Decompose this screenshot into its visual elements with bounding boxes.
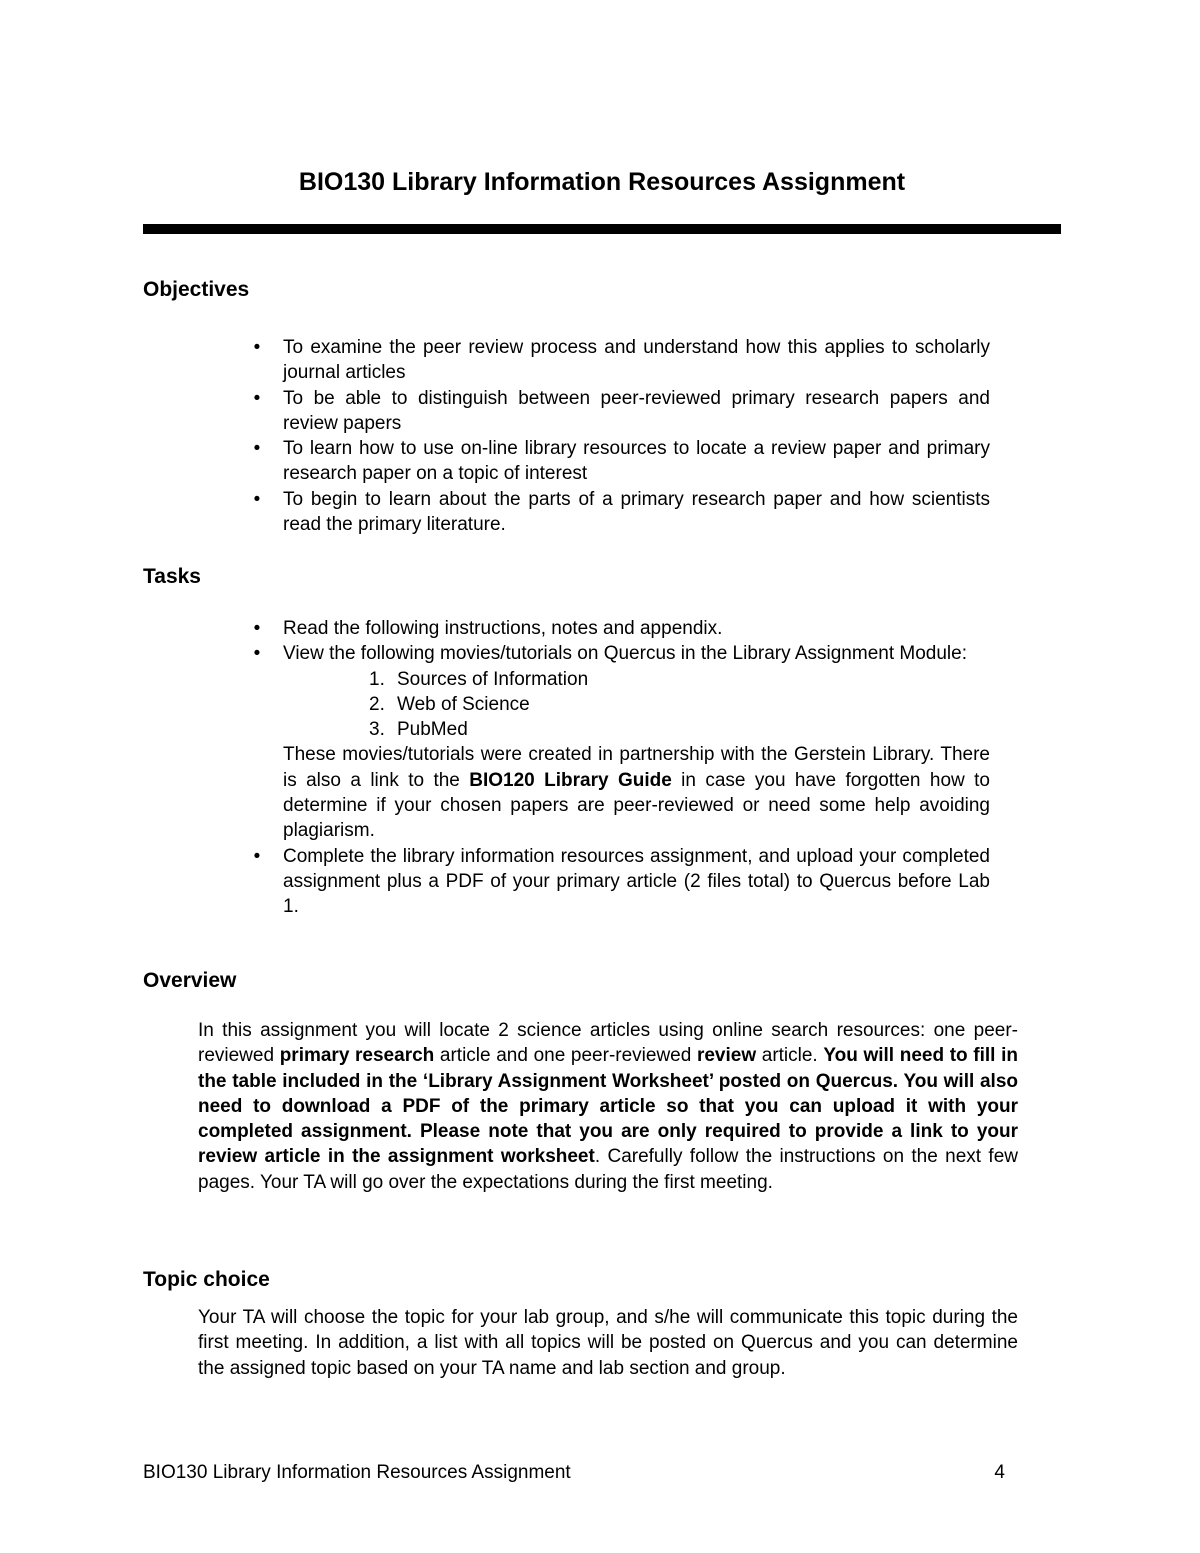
list-item xyxy=(253,844,990,920)
footer-title: BIO130 Library Information Resources Assignment xyxy=(143,1462,571,1483)
bullet-icon: • xyxy=(253,438,261,460)
tutorial-item xyxy=(369,717,990,742)
title-divider xyxy=(143,224,1061,234)
objectives-heading: Objectives xyxy=(143,278,250,301)
bullet-icon: • xyxy=(253,337,261,358)
tutorial-number: 3. xyxy=(369,719,385,741)
objectives-list xyxy=(253,335,990,537)
tutorial-label: Sources of Information xyxy=(397,668,589,690)
list-item xyxy=(253,616,990,641)
tutorial-item xyxy=(369,667,990,692)
tutorial-item xyxy=(369,692,990,717)
list-item xyxy=(253,335,990,386)
bullet-icon: • xyxy=(253,387,261,409)
objective-text: To learn how to use on-line library resources to locate a review paper and primary research paper on a topic of interest xyxy=(283,438,990,485)
bullet-icon: • xyxy=(253,643,261,665)
objective-text: To begin to learn about the parts of a primary research paper and how scientists read the primary literature. xyxy=(283,488,990,536)
tutorial-label: Web of Science xyxy=(397,693,530,715)
task-text: View the following movies/tutorials on Quercus in the Library Assignment Module: xyxy=(283,643,967,665)
task-text: Read the following instructions, notes and appendix. xyxy=(283,618,723,639)
topic-choice-heading: Topic choice xyxy=(143,1268,270,1291)
task-text: Complete the library information resources assignment, and upload your completed assignment plus a PDF of your primary article (2 files total) to Quercus before Lab 1. xyxy=(283,845,990,918)
bullet-icon: • xyxy=(253,618,261,639)
tutorials-note: These movies/tutorials were created in partnership with the Gerstein Library. There is also a link to the BIO120 Library Guide in case you have forgotten how to determine if your chosen papers are peer-reviewed or need some help avoiding plagiarism. xyxy=(283,744,990,842)
library-guide-name: BIO120 Library Guide xyxy=(469,769,672,791)
page-number: 4 xyxy=(994,1462,1005,1483)
tutorial-label: PubMed xyxy=(397,719,468,741)
objective-text: To examine the peer review process and understand how this applies to scholarly journal articles xyxy=(283,337,990,384)
overview-heading: Overview xyxy=(143,969,237,992)
bullet-icon: • xyxy=(253,845,261,867)
overview-paragraph: In this assignment you will locate 2 science articles using online search resources: one peer-reviewed primary research article and one peer-reviewed review article. You will need to fill in the table included in the ‘Library Assignment Worksheet’ posted on Quercus. You will also need to download a PDF of the primary article so that you can upload it with your completed assignment. Please note that you are only required to provide a link to your review article in the assignment worksheet. Carefully follow the instructions on the next few pages. Your TA will go over the expectations during the first meeting. xyxy=(198,1020,1018,1193)
tutorial-number: 1. xyxy=(369,668,385,690)
topic-choice-paragraph: Your TA will choose the topic for your lab group, and s/he will communicate this topic during the first meeting. In addition, a list with all topics will be posted on Quercus and you can determine the assigned topic based on your TA name and lab section and group. xyxy=(198,1307,1018,1379)
list-item xyxy=(253,386,990,437)
tutorial-number: 2. xyxy=(369,693,385,715)
page-title: BIO130 Library Information Resources Assignment xyxy=(298,168,906,196)
tasks-heading: Tasks xyxy=(143,565,201,588)
bullet-icon: • xyxy=(253,488,261,510)
list-item xyxy=(253,436,990,487)
objective-text: To be able to distinguish between peer-reviewed primary research papers and review papers xyxy=(283,387,990,434)
list-item xyxy=(253,487,990,538)
list-item xyxy=(253,641,990,843)
tutorial-list xyxy=(369,667,990,743)
tasks-list xyxy=(253,616,990,920)
